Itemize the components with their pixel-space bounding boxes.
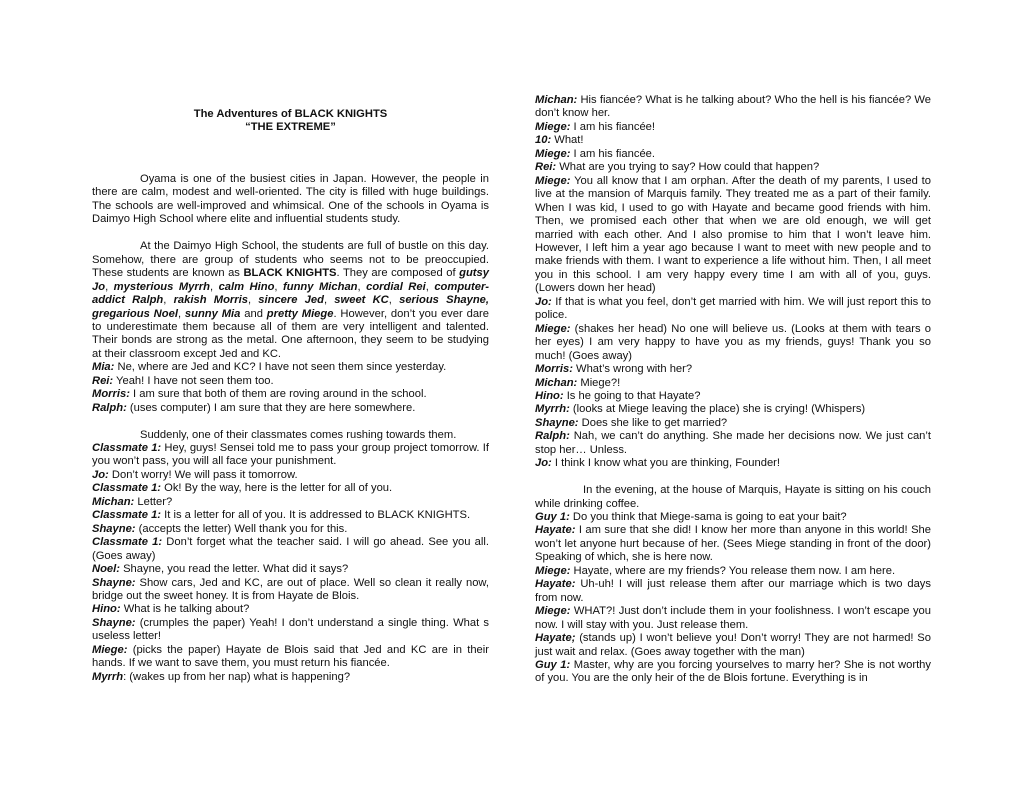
dialogue-text: I am sure that both of them are roving around in the school.	[129, 388, 427, 401]
speaker-name: Classmate 1:	[92, 536, 163, 549]
dialogue-line	[535, 323, 931, 363]
speaker-name: Morris:	[535, 363, 573, 376]
speaker-name: Guy 1:	[535, 511, 570, 524]
dialogue-text: Ne, where are Jed and KC? I have not seen them since yesterday.	[114, 361, 447, 374]
speaker-name: Shayne:	[92, 522, 136, 535]
speaker-name: Miege:	[535, 322, 571, 335]
dialogue-line	[92, 469, 489, 482]
dialogue-text: Do you think that Miege-sama is going to eat your bait?	[569, 511, 847, 524]
dialogue-line	[535, 363, 931, 376]
speaker-name: Miege:	[535, 564, 571, 577]
dialogue-text: Hayate, where are my friends? You release them now. I am here.	[570, 564, 896, 577]
dialogue-line	[92, 482, 489, 495]
speaker-name: Ralph:	[535, 430, 570, 443]
dialogue-line	[92, 603, 489, 616]
speaker-name: Hino:	[92, 603, 121, 616]
dialogue-text: Don’t forget what the teacher said. I will go ahead. See you all. (Goes away)	[92, 536, 489, 562]
speaker-name: Miege:	[535, 120, 571, 133]
speaker-name: Jo:	[535, 295, 552, 308]
dialogue-line	[535, 511, 931, 524]
speaker-name: Michan:	[535, 376, 578, 389]
dialogue-text: : (wakes up from her nap) what is happening?	[123, 670, 351, 683]
dialogue-text: I am his fiancée.	[570, 147, 656, 160]
dialogue-text: Miege?!	[577, 376, 621, 389]
speaker-name: Ralph:	[92, 401, 127, 414]
speaker-name: Hayate:	[535, 524, 576, 537]
dialogue-block	[535, 511, 931, 686]
dialogue-text: I am his fiancée!	[570, 120, 656, 133]
dialogue-text: You all know that I am orphan. After the death of my parents, I used to live at the mansion of Marquis family. They treated me as a part of their family. When I was kid, I used to go with Hayate and became good friends with him. Then, we promised each other that when we are old enough, we will get married with each other. And I also promise to him that I won’t leave him. However, I left him a year ago because I want to meet with new people and to make friends with them. I want to experience a life without him. Then, I all meet you in this school. I am very happy every time I am with all of you, guys. (Lowers down her head)	[535, 174, 931, 295]
dialogue-text: I am sure that she did! I know her more than anyone in this world! She won’t let anyone hurt because of her. (Sees Miege standing in front of the door) Speaking of which, she is here now.	[535, 524, 931, 564]
dialogue-text: (looks at Miege leaving the place) she is crying! (Whispers)	[569, 403, 866, 416]
dialogue-text: Don’t worry! We will pass it tomorrow.	[108, 468, 298, 481]
speaker-name: Guy 1:	[535, 659, 571, 672]
dialogue-line	[535, 175, 931, 296]
speaker-name: Myrrh	[92, 670, 124, 683]
speaker-name: Jo:	[535, 457, 552, 470]
speaker-name: Michan:	[92, 495, 135, 508]
dialogue-text: (picks the paper) Hayate de Blois said that Jed and KC are in their hands. If we want to save them, you must return his fiancée.	[92, 643, 489, 670]
dialogue-text: If that is what you feel, don’t get married with him. We will just report this to police.	[535, 295, 931, 322]
dialogue-text: Ok! By the way, here is the letter for all of you.	[161, 482, 393, 495]
dialogue-line	[92, 617, 489, 644]
dialogue-text: What are you trying to say? How could that happen?	[556, 161, 820, 174]
dialogue-line	[92, 361, 489, 374]
title-line-2: “THE EXTREME”	[245, 121, 336, 134]
dialogue-text: What is he talking about?	[120, 603, 250, 616]
speaker-name: Hayate:	[535, 578, 576, 591]
speaker-name: Miege:	[535, 174, 571, 187]
dialogue-text: Yeah! I have not seen them too.	[113, 374, 274, 387]
speaker-name: Myrrh:	[535, 403, 570, 416]
dialogue-line	[535, 524, 931, 564]
dialogue-text: Letter?	[134, 495, 173, 508]
right-column	[535, 94, 931, 686]
dialogue-line	[535, 121, 931, 134]
dialogue-line	[92, 402, 489, 415]
dialogue-line	[535, 605, 931, 632]
dialogue-text: Is he going to that Hayate?	[563, 389, 701, 402]
dialogue-text: What’s wrong with her?	[572, 363, 693, 376]
dialogue-line	[92, 671, 489, 684]
dialogue-text: Hey, guys! Sensei told me to pass your group project tomorrow. If you won’t pass, you will all face your punishment.	[92, 442, 490, 468]
speaker-name: Hino:	[535, 389, 564, 402]
dialogue-text: (accepts the letter) Well thank you for this.	[135, 522, 348, 535]
dialogue-line	[535, 457, 931, 470]
dialogue-line	[535, 430, 931, 457]
dialogue-line	[92, 375, 489, 388]
dialogue-text: I think I know what you are thinking, Founder!	[551, 457, 781, 470]
title-line-1: The Adventures of BLACK KNIGHTS	[193, 108, 388, 120]
dialogue-text: Does she like to get married?	[578, 416, 728, 429]
intro-paragraph: Oyama is one of the busiest cities in Japan. However, the people in there are calm, modest and well-oriented. The city is filled with huge buildings. The schools are well-improved and whimsical. One of the schools in Oyama is Daimyo High School where elite and influential students study.	[92, 173, 489, 226]
dialogue-line	[92, 523, 489, 536]
speaker-name: Miege:	[92, 643, 128, 656]
speaker-name: Classmate 1:	[92, 509, 162, 522]
speaker-name: Shayne:	[535, 416, 579, 429]
dialogue-line	[92, 442, 489, 469]
dialogue-line	[92, 509, 489, 522]
dialogue-line	[535, 565, 931, 578]
dialogue-line	[535, 417, 931, 430]
dialogue-text: (uses computer) I am sure that they are here somewhere.	[126, 401, 416, 414]
dialogue-block	[535, 94, 931, 471]
dialogue-line	[535, 632, 931, 659]
dialogue-block	[92, 361, 489, 415]
dialogue-line	[535, 94, 931, 121]
dialogue-line	[92, 644, 489, 671]
dialogue-line	[92, 563, 489, 576]
speaker-name: Hayate;	[535, 632, 576, 645]
dialogue-text: (shakes her head) No one will believe us. (Looks at them with tears o her eyes) I am very happy to have you as my friends, guys! Thank you so much! (Goes away)	[535, 322, 931, 362]
dialogue-line	[92, 496, 489, 509]
dialogue-line	[92, 577, 489, 604]
speaker-name: Jo:	[92, 468, 109, 481]
speaker-name: Morris:	[92, 388, 130, 401]
dialogue-line	[535, 403, 931, 416]
dialogue-text: Shayne, you read the letter. What did it says?	[119, 563, 349, 576]
speaker-name: Michan:	[535, 94, 578, 106]
speaker-name: Shayne:	[92, 576, 136, 589]
dialogue-line	[535, 390, 931, 403]
dialogue-text: Master, why are you forcing yourselves to marry her? She is not worthy of you. You are the only heir of the de Blois fortune. Everything is in	[535, 659, 931, 685]
dialogue-line	[535, 296, 931, 323]
title-block	[92, 108, 489, 135]
dialogue-line	[535, 578, 931, 605]
dialogue-text: (stands up) I won’t believe you! Don’t worry! They are not harmed! So just wait and relax. (Goes away together with the man)	[535, 632, 931, 658]
speaker-name: Noel:	[92, 563, 120, 576]
dialogue-text: It is a letter for all of you. It is addressed to BLACK KNIGHTS.	[161, 509, 471, 522]
dialogue-line	[535, 161, 931, 174]
dialogue-text: (crumples the paper) Yeah! I don’t understand a single thing. What s useless letter!	[92, 616, 489, 643]
dialogue-line	[535, 659, 931, 686]
dialogue-text: WHAT?! Just don’t include them in your foolishness. I won’t escape you now. I will stay with you. Just release them.	[535, 605, 931, 631]
speaker-name: Classmate 1:	[92, 482, 162, 495]
characters-paragraph: At the Daimyo High School, the students are full of bustle on this day. Somehow, there are group of students who seems not to be preoccupied. These students are known as BLACK KNIGHTS. They are composed of gutsy Jo, mysterious Myrrh, calm Hino, funny Michan, cordial Rei, computer-addict Ralph, rakish Morris, sincere Jed, sweet KC, serious Shayne, gregarious Noel, sunny Mia and pretty Miege. However, don’t you ever dare to underestimate them because all of them are very intelligent and talented. Their bonds are strong as the metal. One afternoon, they seem to be studying at their classroom except Jed and KC.	[92, 240, 490, 360]
speaker-name: Miege:	[535, 147, 571, 160]
narration-paragraph: Suddenly, one of their classmates comes rushing towards them.	[140, 428, 457, 441]
dialogue-text: His fiancée? What is he talking about? Who the hell is his fiancée? We don’t know her.	[535, 94, 931, 120]
narration-paragraph: In the evening, at the house of Marquis, Hayate is sitting on his couch while drinking coffee.	[535, 484, 931, 510]
dialogue-text: Uh-uh! I will just release them after our marriage which is two days from now.	[535, 578, 931, 604]
dialogue-text: What!	[551, 134, 584, 147]
dialogue-line	[535, 134, 931, 147]
speaker-name: Rei:	[92, 374, 114, 387]
speaker-name: Mia:	[92, 361, 115, 374]
dialogue-line	[92, 388, 489, 401]
dialogue-block	[92, 442, 489, 684]
speaker-name: Rei:	[535, 161, 557, 174]
dialogue-line	[535, 377, 931, 390]
speaker-name: Classmate 1:	[92, 442, 162, 455]
speaker-name: Miege:	[535, 605, 571, 618]
dialogue-line	[535, 148, 931, 161]
speaker-name: Shayne:	[92, 616, 136, 629]
dialogue-line	[92, 536, 489, 563]
speaker-name: 10:	[535, 134, 552, 147]
dialogue-text: Show cars, Jed and KC, are out of place. Well so clean it really now, bridge out the sweet honey. It is from Hayate de Blois.	[92, 576, 489, 603]
left-column	[92, 173, 489, 684]
dialogue-text: Nah, we can’t do anything. She made her decisions now. We just can’t stop her… Unless.	[535, 430, 931, 456]
